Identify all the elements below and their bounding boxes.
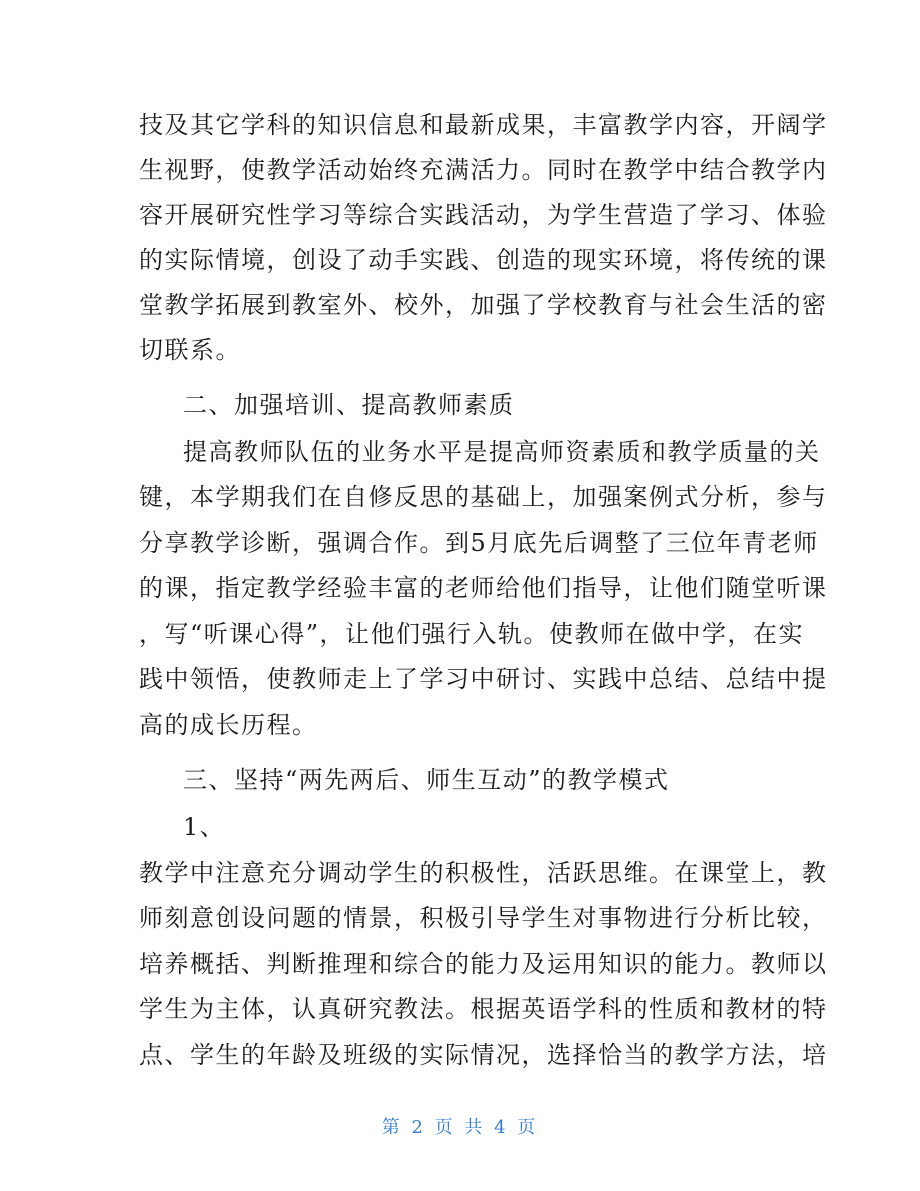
list-number: 1、: [183, 813, 226, 841]
paragraph-line: 教学中注意充分调动学生的积极性，活跃思维。在课堂上，教: [139, 859, 828, 887]
section-heading: 二、加强培训、提高教师素质: [183, 391, 515, 419]
paragraph-line: 的实际情境，创设了动手实践、创造的现实环境，将传统的课: [139, 246, 828, 274]
paragraph-line: 点、学生的年龄及班级的实际情况，选择恰当的教学方法，培: [139, 1041, 828, 1069]
paragraph-line: 技及其它学科的知识信息和最新成果，丰富教学内容，开阔学: [139, 111, 828, 139]
paragraph-line: 的课，指定教学经验丰富的老师给他们指导，让他们随堂听课: [139, 574, 828, 602]
paragraph-line: 键，本学期我们在自修反思的基础上，加强案例式分析，参与: [139, 483, 828, 511]
paragraph-line: 切联系。: [139, 336, 241, 364]
paragraph-line: 学生为主体，认真研究教法。根据英语学科的性质和教材的特: [139, 995, 828, 1023]
paragraph-line: 践中领悟，使教师走上了学习中研讨、实践中总结、总结中提: [139, 665, 828, 693]
page-number-footer: 第 2 页 共 4 页: [381, 1117, 539, 1138]
paragraph-line: 提高教师队伍的业务水平是提高师资素质和教学质量的关: [183, 438, 821, 466]
paragraph-line: 培养概括、判断推理和综合的能力及运用知识的能力。教师以: [139, 950, 828, 978]
paragraph-line: 容开展研究性学习等综合实践活动，为学生营造了学习、体验: [139, 201, 828, 229]
section-heading: 三、坚持“两先两后、师生互动”的教学模式: [183, 766, 670, 794]
paragraph-line: 生视野，使教学活动始终充满活力。同时在教学中结合教学内: [139, 156, 828, 184]
paragraph-line: 高的成长历程。: [139, 711, 318, 739]
paragraph-line: 师刻意创设问题的情景，积极引导学生对事物进行分析比较，: [139, 904, 828, 932]
paragraph-line: ，写“听课心得”，让他们强行入轨。使教师在做中学，在实: [139, 620, 805, 648]
paragraph-line: 分享教学诊断，强调合作。到5月底先后调整了三位年青老师: [139, 529, 819, 557]
paragraph-line: 堂教学拓展到教室外、校外，加强了学校教育与社会生活的密: [139, 291, 828, 319]
